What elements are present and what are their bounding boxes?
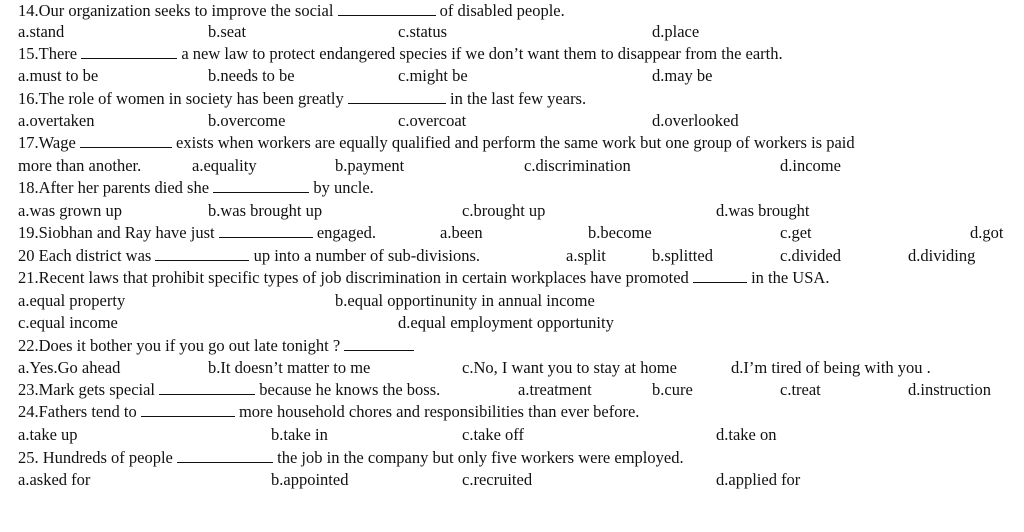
- q15-stem: [18, 43, 783, 65]
- q19-option-d: d.got: [970, 223, 1004, 242]
- q14-stem-end: of disabled people.: [439, 1, 565, 20]
- q23-stem-start: 23.Mark gets special: [18, 380, 156, 399]
- q24-stem-start: 24.Fathers tend to: [18, 402, 137, 421]
- q21-option-c: c.equal income: [18, 313, 118, 332]
- q19-stem-start: 19.Siobhan and Ray have just: [18, 223, 215, 242]
- q25-stem: [18, 447, 684, 469]
- q25-option-d: d.applied for: [716, 470, 801, 489]
- q15-stem-end: a new law to protect endangered species if we don’t want them to disappear from the earth.: [181, 44, 783, 63]
- q19-option-a: a.been: [440, 223, 483, 242]
- q19-option-b: b.become: [588, 223, 652, 242]
- q18-stem-end: by uncle.: [313, 178, 374, 197]
- q14-option-d: d.place: [652, 22, 700, 41]
- q23-option-b: b.cure: [652, 380, 693, 399]
- q17-stem-start: 17.Wage: [18, 133, 76, 152]
- q17-stem-continued: more than another.: [18, 156, 142, 175]
- q15-option-c: c.might be: [398, 66, 468, 85]
- q24-stem: [18, 401, 639, 423]
- q25-stem-start: 25. Hundreds of people: [18, 448, 173, 467]
- q18-option-c: c.brought up: [462, 201, 546, 220]
- q14-option-a: a.stand: [18, 22, 65, 41]
- q18-blank: [213, 178, 309, 193]
- q15-blank: [81, 44, 177, 59]
- q24-option-b: b.take in: [271, 425, 328, 444]
- q22-option-c: c.No, I want you to stay at home: [462, 358, 677, 377]
- q20-stem-end: up into a number of sub-divisions.: [253, 246, 480, 265]
- q20-option-b: b.splitted: [652, 246, 713, 265]
- q18-option-d: d.was brought: [716, 201, 810, 220]
- q16-option-d: d.overlooked: [652, 111, 739, 130]
- q14-stem-start: 14.Our organization seeks to improve the social: [18, 1, 334, 20]
- q22-option-d: d.I’m tired of being with you .: [731, 358, 931, 377]
- q15-option-d: d.may be: [652, 66, 713, 85]
- q14-option-c: c.status: [398, 22, 448, 41]
- q21-blank: [693, 268, 747, 283]
- q15-option-b: b.needs to be: [208, 66, 295, 85]
- q23-stem-end: because he knows the boss.: [259, 380, 441, 399]
- q18-stem-start: 18.After her parents died she: [18, 178, 210, 197]
- q17-stem-end: exists when workers are equally qualified and perform the same work but one group of workers is paid: [176, 133, 855, 152]
- q17-blank: [80, 133, 172, 148]
- q21-stem-end: in the USA.: [751, 268, 830, 287]
- q24-option-a: a.take up: [18, 425, 78, 444]
- q16-option-a: a.overtaken: [18, 111, 95, 130]
- q18-option-b: b.was brought up: [208, 201, 323, 220]
- q17-option-a: a.equality: [192, 156, 257, 175]
- q19-blank: [219, 223, 313, 238]
- q23-option-d: d.instruction: [908, 380, 991, 399]
- q25-option-b: b.appointed: [271, 470, 349, 489]
- q23-option-a: a.treatment: [518, 380, 592, 399]
- q22-blank: [344, 336, 414, 351]
- q16-stem-end: in the last few years.: [450, 89, 587, 108]
- q20-blank: [155, 246, 249, 261]
- q18-option-a: a.was grown up: [18, 201, 123, 220]
- q14-blank: [338, 1, 436, 16]
- q16-stem: [18, 88, 586, 110]
- q14-option-b: b.seat: [208, 22, 247, 41]
- q22-option-a: a.Yes.Go ahead: [18, 358, 121, 377]
- q22-stem-start: 22.Does it bother you if you go out late tonight ?: [18, 336, 341, 355]
- q16-blank: [348, 89, 446, 104]
- q21-stem-start: 21.Recent laws that prohibit specific types of job discrimination in certain workplaces have promoted: [18, 268, 689, 287]
- q19-stem: [18, 222, 376, 244]
- q17-option-c: c.discrimination: [524, 156, 631, 175]
- q25-blank: [177, 448, 273, 463]
- q16-stem-start: 16.The role of women in society has been greatly: [18, 89, 344, 108]
- q20-stem: [18, 245, 480, 267]
- q17-option-b: b.payment: [335, 156, 405, 175]
- q20-option-d: d.dividing: [908, 246, 976, 265]
- q17-option-d: d.income: [780, 156, 841, 175]
- q25-option-c: c.recruited: [462, 470, 533, 489]
- q23-stem: [18, 379, 440, 401]
- q14-stem: [18, 0, 565, 22]
- q24-stem-end: more household chores and responsibilities than ever before.: [238, 402, 640, 421]
- q21-option-b: b.equal opportinunity in annual income: [335, 291, 595, 310]
- q17-stem: [18, 132, 855, 154]
- q24-blank: [141, 402, 235, 417]
- q21-option-d: d.equal employment opportunity: [398, 313, 614, 332]
- q20-stem-start: 20 Each district was: [18, 246, 152, 265]
- q22-stem: [18, 335, 414, 357]
- q20-option-a: a.split: [566, 246, 606, 265]
- q15-stem-start: 15.There: [18, 44, 78, 63]
- q24-option-c: c.take off: [462, 425, 524, 444]
- q25-stem-end: the job in the company but only five workers were employed.: [277, 448, 684, 467]
- q15-option-a: a.must to be: [18, 66, 99, 85]
- q18-stem: [18, 177, 374, 199]
- q19-option-c: c.get: [780, 223, 812, 242]
- q23-option-c: c.treat: [780, 380, 821, 399]
- q20-option-c: c.divided: [780, 246, 841, 265]
- q23-blank: [159, 380, 255, 395]
- q22-option-b: b.It doesn’t matter to me: [208, 358, 371, 377]
- q19-stem-end: engaged.: [316, 223, 376, 242]
- q16-option-c: c.overcoat: [398, 111, 467, 130]
- q16-option-b: b.overcome: [208, 111, 286, 130]
- q21-stem: [18, 267, 829, 289]
- q24-option-d: d.take on: [716, 425, 777, 444]
- q21-option-a: a.equal property: [18, 291, 126, 310]
- q25-option-a: a.asked for: [18, 470, 91, 489]
